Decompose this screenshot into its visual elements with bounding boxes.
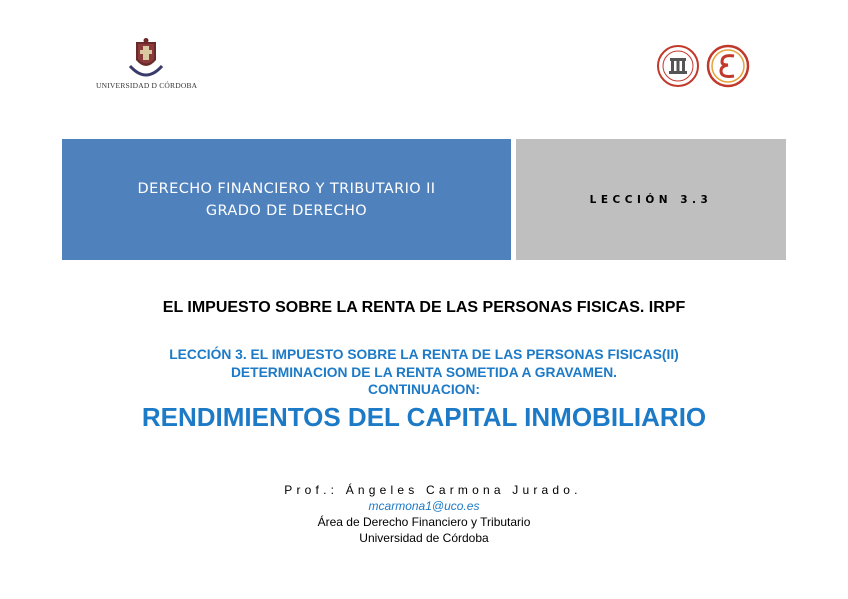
lesson-banner [516,139,786,260]
author-block [0,482,848,546]
department-name: Área de Derecho Financiero y Tributario [317,515,531,529]
document-title: EL IMPUESTO SOBRE LA RENTA DE LAS PERSONAS FISICAS. IRPF [162,299,686,316]
university-logo [96,38,206,94]
faculty-seal-icon [656,44,700,88]
lesson-label: LECCIÓN 3.3 [589,193,713,206]
university-e-seal-icon [706,44,750,88]
lesson-heading [0,346,848,435]
university-logo-text: UNIVERSIDAD D CÓRDOBA [96,81,198,90]
lesson-continuation: CONTINUACION: [368,382,480,397]
university-name: Universidad de Córdoba [359,531,489,545]
course-name: DERECHO FINANCIERO Y TRIBUTARIO II [137,180,436,197]
author-name: Prof.: Ángeles Carmona Jurado. [284,483,582,497]
university-crest-icon [126,38,166,80]
degree-name: GRADO DE DERECHO [205,202,368,219]
course-banner [62,139,511,260]
lesson-title-line: LECCIÓN 3. EL IMPUESTO SOBRE LA RENTA DE LAS PERSONAS FISICAS(II) [169,347,679,362]
lesson-subtitle-line: DETERMINACION DE LA RENTA SOMETIDA A GRAVAMEN. [230,364,618,380]
lesson-topic: RENDIMIENTOS DEL CAPITAL INMOBILIARIO [141,401,707,432]
author-email-link[interactable]: mcarmona1@uco.es [368,499,480,513]
faculty-seals [656,44,752,88]
